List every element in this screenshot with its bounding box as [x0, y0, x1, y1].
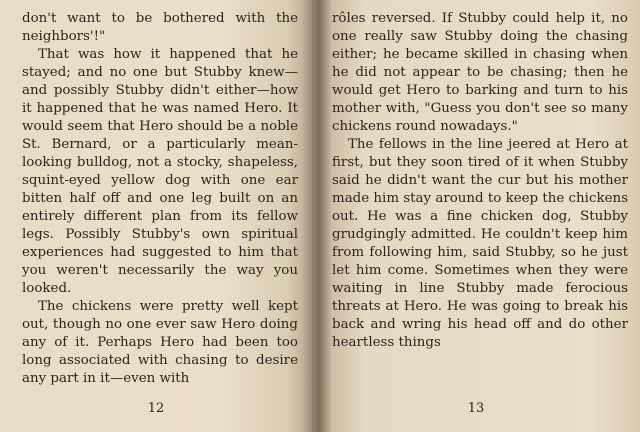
paragraph: That was how it happened that he stayed; and no one but Stubby knew—and possibly Stubby didn't either—how it happened that he was named Hero. It would seem that Hero should be a noble St. Bernard, or a particularly mean-looking bulldog, not a stocky, shapeless, squint-eyed yellow dog with one ear bitten half off and one leg built on an entirely different plan from its fellow legs. Possibly Stubby's own spiritual experiences had suggested to him that you weren't necessarily the way you looked. — [22, 47, 298, 296]
left-page-text — [22, 10, 298, 388]
paragraph: rôles reversed. If Stubby could help it, no one really saw Stubby doing the chasing either; he became skilled in chasing when he did not appear to be chasing; then he would get Hero to barking and turn to his mother with, "Guess you don't see so many chickens round nowadays." — [332, 11, 628, 134]
page-number: 12 — [147, 401, 165, 416]
page-number: 13 — [467, 401, 485, 416]
paragraph: The fellows in the line jeered at Hero at first, but they soon tired of it when Stubby said he didn't want the cur but his mother made him stay around to keep the chickens out. He was a fine chicken dog, Stubby grudgingly admitted. He couldn't keep him from following him, said Stubby, so he just let him come. Sometimes when they were waiting in line Stubby made ferocious threats at Hero. He was going to break his back and wring his head off and do other heartless things — [332, 137, 628, 350]
right-page — [312, 0, 640, 432]
left-page — [0, 0, 312, 432]
paragraph: don't want to be bothered with the neighbors'!" — [22, 11, 298, 44]
right-page-text — [332, 10, 628, 352]
paragraph: The chickens were pretty well kept out, though no one ever saw Hero doing any of it. Perhaps Hero had been too long associated with chasing to desire any part in it—even with — [22, 299, 298, 386]
